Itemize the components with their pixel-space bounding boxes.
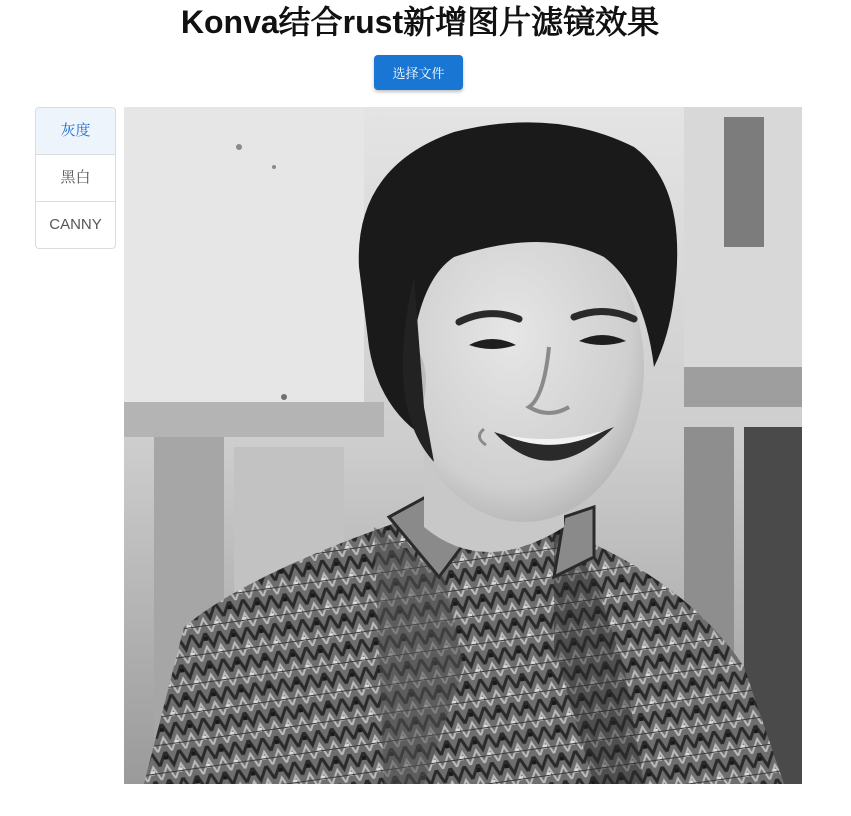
filter-menu [35,107,116,249]
page-title: Konva结合rust新增图片滤镜效果 [180,4,660,40]
choose-file-button[interactable]: 选择文件 [374,55,463,90]
image-canvas[interactable] [124,107,802,784]
filter-item-canny[interactable]: CANNY [36,201,115,248]
grayscale-portrait-image [124,107,802,784]
filter-item-black-white[interactable]: 黑白 [36,154,115,201]
filter-item-grayscale[interactable]: 灰度 [36,108,115,154]
